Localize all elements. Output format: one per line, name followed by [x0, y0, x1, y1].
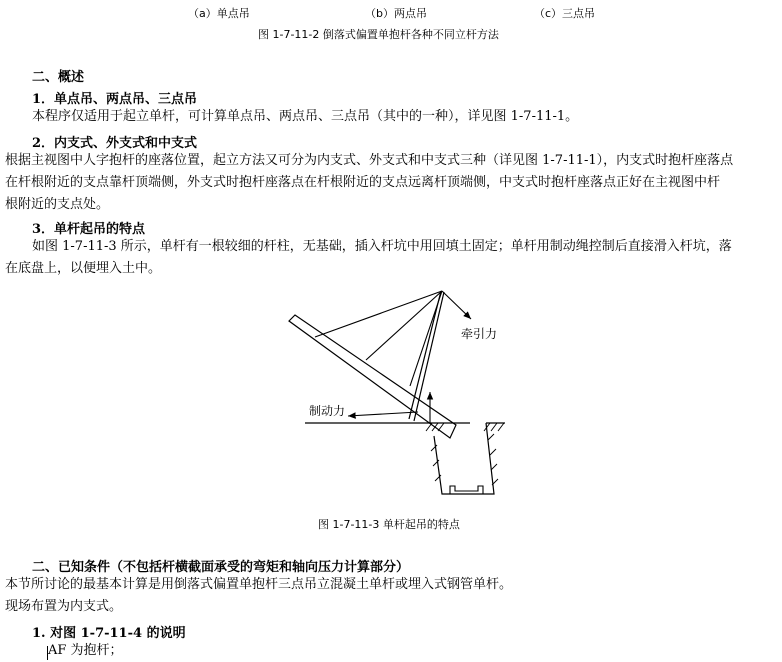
paragraph-single-pole-line-1: 如图 1-7-11-3 所示，单杆有一根较细的杆柱，无基础，插入杆坑中用回填土固定；单杆用制动绳控制后直接滑入杆坑，落: [32, 239, 732, 254]
label-brake-force: 制动力: [309, 404, 346, 418]
paragraph-support-line-3: 根附近的支点处。: [5, 197, 110, 212]
paragraph-lift-points: 本程序仅适用于起立单杆，可计算单点吊、两点吊、三点吊（其中的一种），详见图 1-7-11-1。: [32, 109, 579, 124]
paragraph-basic-calc: 本节所讨论的最基本计算是用倒落式偏置单抱杆三点吊立混凝土单杆或埋入式钢管单杆。: [5, 577, 513, 592]
paragraph-support-line-1: 根据主视图中人字抱杆的座落位置，起立方法又可分为内支式、外支式和中支式三种（详见图 1-7-11-1），内支式时抱杆座落点: [5, 153, 734, 168]
paragraph-layout: 现场布置为内支式。: [5, 599, 123, 614]
figure-caption-3: 图 1-7-11-3 单杆起吊的特点: [318, 518, 460, 531]
heading-figure-description: 1. 对图 1-7-11-4 的说明: [32, 626, 186, 641]
label-pull-force: 牵引力: [461, 327, 498, 341]
paragraph-af-gin-pole: AF 为抱杆；: [48, 643, 123, 658]
paragraph-single-pole-line-2: 在底盘上，以便埋入土中。: [5, 261, 162, 276]
section-title-known-conditions: 二、已知条件（不包括杆横截面承受的弯矩和轴向压力计算部分）: [32, 560, 410, 575]
heading-support-types: 2．内支式、外支式和中支式: [32, 136, 198, 151]
subfigure-caption-b: （b）两点吊: [365, 7, 427, 20]
subfigure-caption-c: （c）三点吊: [534, 7, 596, 20]
section-title-overview: 二、概述: [32, 70, 85, 85]
figure-caption-2: 图 1-7-11-2 倒落式偏置单抱杆各种不同立杆方法: [258, 28, 499, 41]
heading-lift-points: 1．单点吊、两点吊、三点吊: [32, 92, 198, 107]
subfigure-caption-a: （a）单点吊: [188, 7, 250, 20]
text-cursor: [47, 646, 48, 660]
paragraph-support-line-2: 在杆根附近的支点靠杆顶端侧，外支式时抱杆座落点在杆根附近的支点远离杆顶端侧，中支式时抱杆座落点正好在主视图中杆: [5, 175, 721, 190]
heading-single-pole: 3．单杆起吊的特点: [32, 222, 146, 237]
